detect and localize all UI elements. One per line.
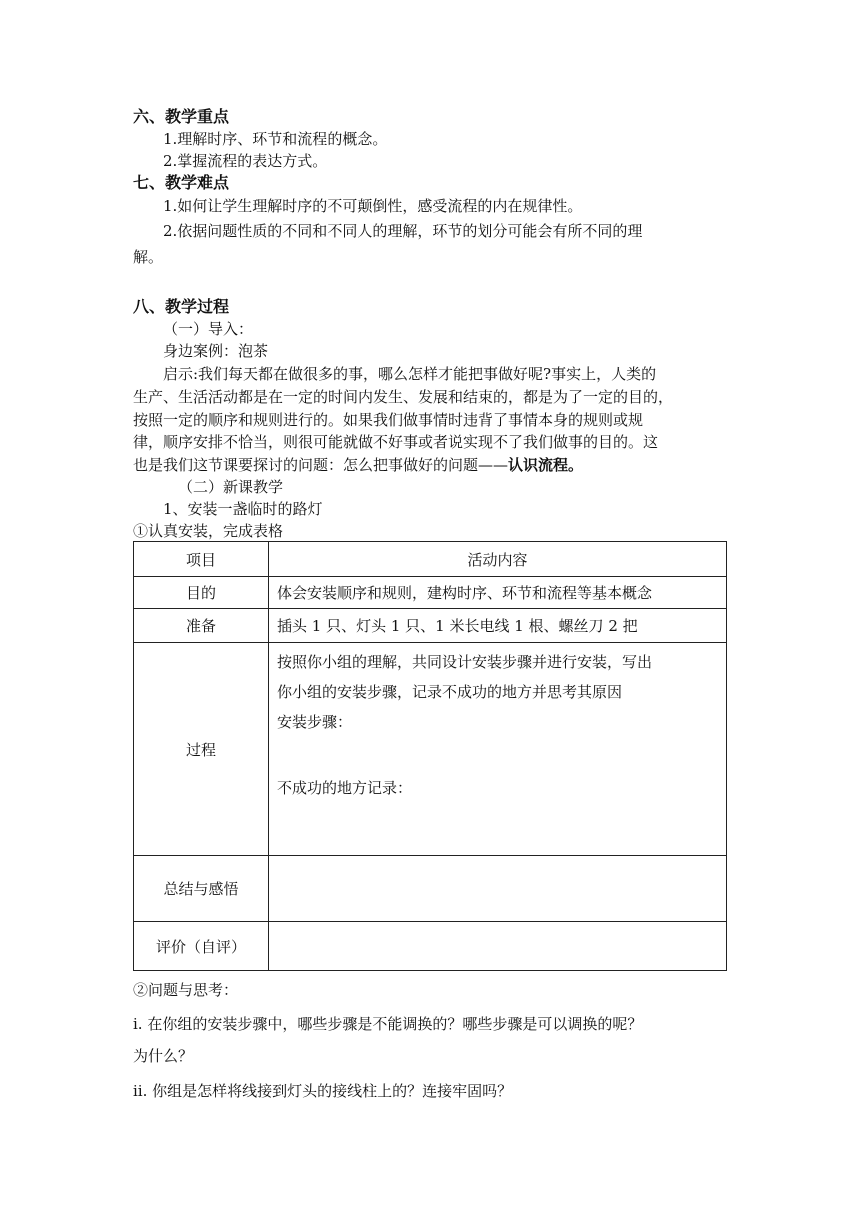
inspiration-line-1: 启示:我们每天都在做很多的事，哪么怎样才能把事做好呢?事实上，人类的	[163, 365, 657, 383]
table-instruction: ①认真安装，完成表格	[133, 522, 284, 540]
row-prep-value: 插头 1 只、灯头 1 只、1 米长电线 1 根、螺丝刀 2 把	[269, 609, 727, 643]
difficulty-1: 1.如何让学生理解时序的不可颠倒性，感受流程的内在规律性。	[163, 197, 583, 215]
row-goal-value: 体会安装顺序和规则，建构时序、环节和流程等基本概念	[269, 577, 727, 609]
process-line-3: 安装步骤：	[277, 713, 353, 731]
row-evaluation-label: 评价（自评）	[134, 922, 269, 971]
process-line-4: 不成功的地方记录：	[277, 779, 413, 797]
table-row-prep	[134, 609, 727, 643]
inspiration-line-4: 律，顺序安排不恰当，则很可能就做不好事或者说实现不了我们做事的目的。这	[133, 433, 659, 451]
question-1-line-1: ⅰ. 在你组的安装步骤中，哪些步骤是不能调换的？哪些步骤是可以调换的呢？	[133, 1015, 643, 1033]
table-row-process	[134, 643, 727, 856]
task-title: 1、安装一盏临时的路灯	[163, 500, 323, 518]
row-summary-value	[269, 856, 727, 922]
section-7-title: 七、教学难点	[133, 173, 230, 192]
table-row-goal	[134, 577, 727, 609]
inspiration-line-2: 生产、生活活动都是在一定的时间内发生、发展和结束的，都是为了一定的目的，	[133, 388, 674, 406]
row-process-value	[269, 643, 727, 856]
key-point-1: 1.理解时序、环节和流程的概念。	[163, 130, 388, 148]
inspiration-line-5	[133, 454, 583, 476]
row-process-label: 过程	[134, 643, 269, 856]
example-case: 身边案例：泡茶	[163, 342, 269, 360]
header-content: 活动内容	[269, 542, 727, 577]
row-prep-label: 准备	[134, 609, 269, 643]
difficulty-2-line-1: 2.依据问题性质的不同和不同人的理解，环节的划分可能会有所不同的理	[163, 222, 643, 240]
activity-table	[133, 541, 727, 971]
inspiration-line-3: 按照一定的顺序和规则进行的。如果我们做事情时违背了事情本身的规则或规	[133, 411, 644, 429]
process-line-2: 你小组的安装步骤，记录不成功的地方并思考其原因	[277, 683, 623, 701]
table-row-summary	[134, 856, 727, 922]
table-row-evaluation	[134, 922, 727, 971]
intro-heading: （一）导入：	[163, 320, 254, 338]
difficulty-2-line-2: 解。	[133, 248, 164, 266]
inspiration-line-5-text: 也是我们这节课要探讨的问题：怎么把事做好的问题——	[133, 456, 509, 474]
row-summary-label: 总结与感悟	[134, 856, 269, 922]
table-header-row	[134, 542, 727, 577]
new-lesson-heading: （二）新课教学	[178, 478, 284, 496]
row-evaluation-value	[269, 922, 727, 971]
section-6-title: 六、教学重点	[133, 107, 230, 126]
questions-heading: ②问题与思考：	[133, 981, 239, 999]
process-line-1: 按照你小组的理解，共同设计安装步骤并进行安装，写出	[277, 653, 653, 671]
key-point-2: 2.掌握流程的表达方式。	[163, 152, 328, 170]
header-item: 项目	[134, 542, 269, 577]
row-goal-label: 目的	[134, 577, 269, 609]
question-1-line-2: 为什么？	[133, 1047, 194, 1065]
section-8-title: 八、教学过程	[133, 297, 230, 316]
question-2: ⅱ. 你组是怎样将线接到灯头的接线柱上的？连接牢固吗？	[133, 1082, 513, 1100]
inspiration-bold-term: 认识流程。	[508, 456, 584, 474]
